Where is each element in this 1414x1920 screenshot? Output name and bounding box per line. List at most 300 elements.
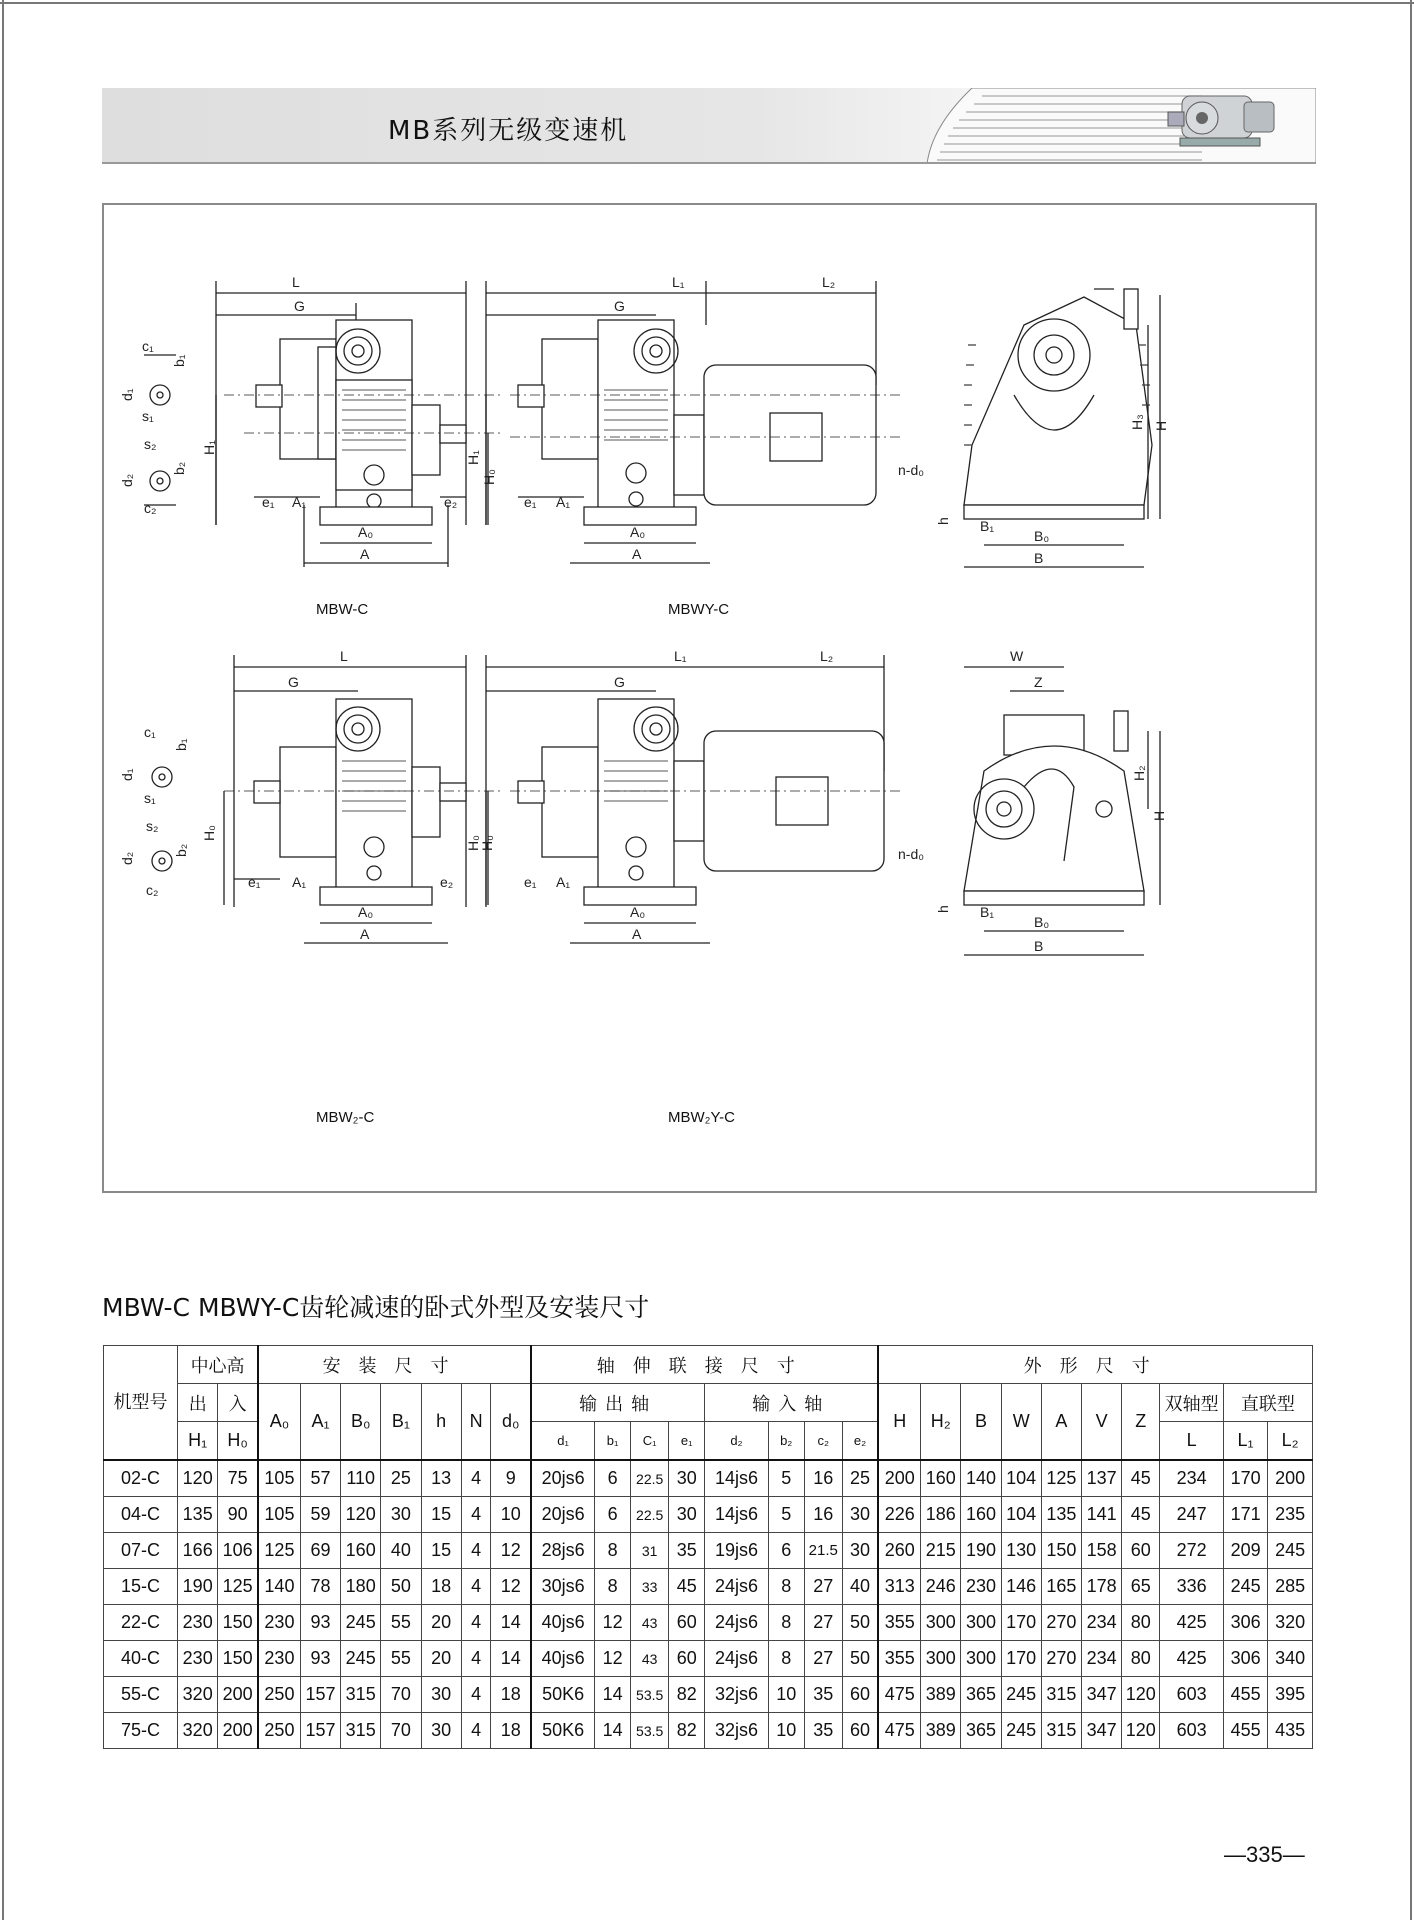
svg-text:W: W [1010,648,1024,664]
value-cell: 160 [921,1460,961,1497]
header-e1: e₁ [669,1422,705,1461]
value-cell: 13 [421,1460,461,1497]
value-cell: 20js6 [531,1497,595,1533]
header-H0: H₀ [218,1422,258,1461]
value-cell: 425 [1160,1641,1224,1677]
value-cell: 166 [178,1533,218,1569]
svg-text:e₁: e₁ [524,874,537,890]
value-cell: 8 [595,1569,631,1605]
value-cell: 120 [1122,1713,1160,1749]
value-cell: 12 [491,1533,531,1569]
value-cell: 24js6 [705,1605,769,1641]
value-cell: 8 [768,1569,804,1605]
value-cell: 190 [178,1569,218,1605]
value-cell: 200 [218,1713,258,1749]
value-cell: 306 [1223,1605,1267,1641]
svg-text:s₁: s₁ [142,408,154,424]
svg-text:B₁: B₁ [980,518,995,534]
header-double-shaft: 双轴型 [1160,1384,1224,1422]
value-cell: 245 [1001,1677,1041,1713]
svg-text:b₂: b₂ [173,843,189,857]
svg-text:A₀: A₀ [358,904,374,920]
value-cell: 141 [1082,1497,1122,1533]
value-cell: 110 [341,1460,381,1497]
svg-text:A₁: A₁ [556,494,571,510]
value-cell: 120 [178,1460,218,1497]
table-row [104,1533,1313,1569]
page-border [1410,0,1412,1920]
value-cell: 157 [300,1677,340,1713]
svg-text:L₁: L₁ [672,274,685,290]
value-cell: 140 [961,1460,1001,1497]
value-cell: 80 [1122,1605,1160,1641]
caption-mbw2-c: MBW₂-C [316,1109,375,1126]
value-cell: 4 [461,1569,491,1605]
svg-text:B₀: B₀ [1034,914,1050,930]
svg-text:A: A [632,546,642,562]
value-cell: 10 [768,1677,804,1713]
header-B: B [961,1384,1001,1461]
header-direct: 直联型 [1223,1384,1312,1422]
value-cell: 8 [595,1533,631,1569]
value-cell: 60 [669,1605,705,1641]
header-e2: e₂ [842,1422,878,1461]
value-cell: 234 [1082,1641,1122,1677]
svg-text:d₂: d₂ [119,851,135,865]
header-L1: L₁ [1223,1422,1267,1461]
value-cell: 28js6 [531,1533,595,1569]
value-cell: 395 [1268,1677,1313,1713]
value-cell: 230 [258,1605,300,1641]
value-cell: 140 [258,1569,300,1605]
value-cell: 355 [878,1605,920,1641]
value-cell: 4 [461,1605,491,1641]
value-cell: 53.5 [631,1677,669,1713]
svg-text:L₂: L₂ [822,274,836,290]
value-cell: 603 [1160,1677,1224,1713]
page-number: —335— [1224,1842,1305,1867]
value-cell: 50 [381,1569,421,1605]
motor-thumbnail [1168,96,1274,146]
model-cell: 15-C [104,1569,178,1605]
value-cell: 30 [381,1497,421,1533]
table-row [104,1641,1313,1677]
svg-text:e₁: e₁ [248,874,261,890]
svg-text:L₁: L₁ [674,648,687,664]
value-cell: 6 [595,1497,631,1533]
value-cell: 4 [461,1460,491,1497]
value-cell: 10 [491,1497,531,1533]
value-cell: 43 [631,1641,669,1677]
value-cell: 45 [1122,1497,1160,1533]
value-cell: 250 [258,1713,300,1749]
value-cell: 246 [921,1569,961,1605]
value-cell: 137 [1082,1460,1122,1497]
value-cell: 24js6 [705,1569,769,1605]
value-cell: 69 [300,1533,340,1569]
value-cell: 45 [669,1569,705,1605]
value-cell: 160 [341,1533,381,1569]
table-row [104,1713,1313,1749]
value-cell: 14 [491,1605,531,1641]
value-cell: 60 [842,1713,878,1749]
value-cell: 80 [1122,1641,1160,1677]
value-cell: 93 [300,1605,340,1641]
value-cell: 82 [669,1677,705,1713]
value-cell: 320 [178,1713,218,1749]
header-W: W [1001,1384,1041,1461]
value-cell: 15 [421,1533,461,1569]
value-cell: 315 [1041,1713,1081,1749]
value-cell: 4 [461,1713,491,1749]
value-cell: 234 [1160,1460,1224,1497]
svg-text:H₁: H₁ [201,440,217,455]
svg-text:A: A [632,926,642,942]
table-row [104,1460,1313,1497]
value-cell: 53.5 [631,1713,669,1749]
value-cell: 245 [1268,1533,1313,1569]
value-cell: 120 [341,1497,381,1533]
value-cell: 340 [1268,1641,1313,1677]
value-cell: 60 [1122,1533,1160,1569]
value-cell: 135 [1041,1497,1081,1533]
value-cell: 170 [1001,1641,1041,1677]
caption-mbw2y-c: MBW₂Y-C [668,1109,735,1126]
value-cell: 14 [595,1713,631,1749]
value-cell: 55 [381,1641,421,1677]
svg-text:H₀: H₀ [465,835,481,851]
value-cell: 104 [1001,1460,1041,1497]
value-cell: 82 [669,1713,705,1749]
svg-text:b₁: b₁ [171,354,187,367]
value-cell: 14 [491,1641,531,1677]
value-cell: 270 [1041,1641,1081,1677]
value-cell: 30js6 [531,1569,595,1605]
value-cell: 12 [491,1569,531,1605]
header-B1: B₁ [381,1384,421,1461]
value-cell: 245 [1001,1713,1041,1749]
value-cell: 347 [1082,1677,1122,1713]
value-cell: 435 [1268,1713,1313,1749]
value-cell: 35 [804,1677,842,1713]
value-cell: 104 [1001,1497,1041,1533]
value-cell: 35 [669,1533,705,1569]
value-cell: 14 [595,1677,631,1713]
model-cell: 75-C [104,1713,178,1749]
value-cell: 150 [1041,1533,1081,1569]
svg-text:s₂: s₂ [146,818,159,834]
header-V: V [1082,1384,1122,1461]
svg-text:G: G [288,674,299,690]
value-cell: 90 [218,1497,258,1533]
value-cell: 33 [631,1569,669,1605]
page-title: MB系列无级变速机 [388,116,629,146]
value-cell: 160 [961,1497,1001,1533]
drawing-side-view-1 [898,289,1169,567]
header-output-shaft: 输出轴 [531,1384,705,1422]
table-row [104,1677,1313,1713]
header-H2: H₂ [921,1384,961,1461]
caption-mbw-c: MBW-C [316,601,369,618]
svg-text:G: G [614,298,625,314]
value-cell: 50 [842,1641,878,1677]
value-cell: 20 [421,1641,461,1677]
header-d1: d₁ [531,1422,595,1461]
value-cell: 18 [421,1569,461,1605]
svg-text:A₀: A₀ [630,524,646,540]
value-cell: 455 [1223,1677,1267,1713]
svg-text:A₁: A₁ [292,494,307,510]
header-install: 安装尺寸 [258,1346,531,1384]
value-cell: 40js6 [531,1605,595,1641]
header-d0: d₀ [491,1384,531,1461]
header-N: N [461,1384,491,1461]
value-cell: 245 [341,1641,381,1677]
dimensions-table [103,1345,1313,1749]
value-cell: 230 [178,1605,218,1641]
value-cell: 215 [921,1533,961,1569]
value-cell: 27 [804,1641,842,1677]
drawing-panel [102,203,1317,1193]
value-cell: 25 [381,1460,421,1497]
svg-text:e₂: e₂ [440,874,454,890]
value-cell: 315 [1041,1677,1081,1713]
svg-text:c₁: c₁ [144,724,156,740]
value-cell: 365 [961,1713,1001,1749]
value-cell: 320 [1268,1605,1313,1641]
header-A1: A₁ [300,1384,340,1461]
value-cell: 70 [381,1713,421,1749]
value-cell: 178 [1082,1569,1122,1605]
header-B0: B₀ [341,1384,381,1461]
svg-text:e₂: e₂ [444,494,458,510]
model-cell: 22-C [104,1605,178,1641]
value-cell: 45 [1122,1460,1160,1497]
value-cell: 30 [669,1497,705,1533]
value-cell: 125 [1041,1460,1081,1497]
header-c2: c₂ [804,1422,842,1461]
svg-text:L: L [292,274,300,290]
svg-text:H₀: H₀ [201,825,217,841]
value-cell: 603 [1160,1713,1224,1749]
table-title: MBW-C MBWY-C齿轮减速的卧式外型及安装尺寸 [102,1293,650,1322]
header-H1: H₁ [178,1422,218,1461]
value-cell: 24js6 [705,1641,769,1677]
value-cell: 78 [300,1569,340,1605]
svg-text:d₂: d₂ [119,473,135,487]
value-cell: 125 [258,1533,300,1569]
value-cell: 8 [768,1641,804,1677]
model-cell: 02-C [104,1460,178,1497]
svg-text:B₀: B₀ [1034,528,1050,544]
value-cell: 6 [595,1460,631,1497]
table-row [104,1497,1313,1533]
value-cell: 40js6 [531,1641,595,1677]
value-cell: 389 [921,1713,961,1749]
value-cell: 27 [804,1605,842,1641]
svg-text:A₁: A₁ [556,874,571,890]
value-cell: 30 [421,1713,461,1749]
value-cell: 250 [258,1677,300,1713]
value-cell: 25 [842,1460,878,1497]
value-cell: 125 [218,1569,258,1605]
model-cell: 04-C [104,1497,178,1533]
svg-text:G: G [294,298,305,314]
svg-text:d₁: d₁ [119,388,135,401]
value-cell: 8 [768,1605,804,1641]
drawing-mbw-c [119,274,504,567]
value-cell: 306 [1223,1641,1267,1677]
svg-text:A: A [360,546,370,562]
model-cell: 40-C [104,1641,178,1677]
svg-text:Z: Z [1034,674,1043,690]
value-cell: 16 [804,1460,842,1497]
svg-text:H₀: H₀ [479,835,495,851]
value-cell: 70 [381,1677,421,1713]
svg-text:B: B [1034,550,1044,566]
value-cell: 230 [178,1641,218,1677]
value-cell: 475 [878,1677,920,1713]
value-cell: 5 [768,1460,804,1497]
value-cell: 14js6 [705,1460,769,1497]
value-cell: 186 [921,1497,961,1533]
value-cell: 15 [421,1497,461,1533]
value-cell: 425 [1160,1605,1224,1641]
value-cell: 20 [421,1605,461,1641]
value-cell: 50K6 [531,1713,595,1749]
value-cell: 21.5 [804,1533,842,1569]
value-cell: 30 [842,1533,878,1569]
value-cell: 355 [878,1641,920,1677]
value-cell: 455 [1223,1713,1267,1749]
value-cell: 22.5 [631,1460,669,1497]
value-cell: 146 [1001,1569,1041,1605]
value-cell: 165 [1041,1569,1081,1605]
value-cell: 65 [1122,1569,1160,1605]
header-L: L [1160,1422,1224,1461]
value-cell: 20js6 [531,1460,595,1497]
svg-text:c₁: c₁ [142,338,154,354]
svg-text:d₁: d₁ [119,768,135,781]
value-cell: 18 [491,1677,531,1713]
header-A: A [1041,1384,1081,1461]
svg-text:e₁: e₁ [262,494,275,510]
header-out: 出 [178,1384,218,1422]
value-cell: 75 [218,1460,258,1497]
svg-text:s₂: s₂ [144,436,157,452]
value-cell: 31 [631,1533,669,1569]
svg-text:b₂: b₂ [171,461,187,475]
svg-text:A₀: A₀ [630,904,646,920]
value-cell: 18 [491,1713,531,1749]
value-cell: 120 [1122,1677,1160,1713]
value-cell: 158 [1082,1533,1122,1569]
svg-text:n-d₀: n-d₀ [898,846,925,862]
header-L2: L₂ [1268,1422,1313,1461]
value-cell: 30 [669,1460,705,1497]
value-cell: 135 [178,1497,218,1533]
value-cell: 105 [258,1460,300,1497]
drawing-mbwy-c [465,274,900,563]
value-cell: 209 [1223,1533,1267,1569]
header-banner [102,88,1316,164]
value-cell: 19js6 [705,1533,769,1569]
value-cell: 4 [461,1497,491,1533]
value-cell: 30 [421,1677,461,1713]
header-b2: b₂ [768,1422,804,1461]
svg-text:A₁: A₁ [292,874,307,890]
value-cell: 105 [258,1497,300,1533]
value-cell: 272 [1160,1533,1224,1569]
header-Z: Z [1122,1384,1160,1461]
value-cell: 14js6 [705,1497,769,1533]
svg-text:A₀: A₀ [358,524,374,540]
value-cell: 9 [491,1460,531,1497]
page-border [0,2,1414,4]
value-cell: 234 [1082,1605,1122,1641]
value-cell: 200 [878,1460,920,1497]
value-cell: 6 [768,1533,804,1569]
value-cell: 157 [300,1713,340,1749]
value-cell: 12 [595,1641,631,1677]
value-cell: 57 [300,1460,340,1497]
svg-text:H₃: H₃ [1129,414,1145,430]
value-cell: 285 [1268,1569,1313,1605]
value-cell: 315 [341,1713,381,1749]
value-cell: 313 [878,1569,920,1605]
value-cell: 32js6 [705,1713,769,1749]
value-cell: 12 [595,1605,631,1641]
value-cell: 270 [1041,1605,1081,1641]
value-cell: 365 [961,1677,1001,1713]
value-cell: 226 [878,1497,920,1533]
value-cell: 50 [842,1605,878,1641]
header-outline: 外形尺寸 [878,1346,1312,1384]
header-shaft: 轴伸联接尺寸 [531,1346,878,1384]
value-cell: 35 [804,1713,842,1749]
value-cell: 16 [804,1497,842,1533]
svg-text:H₁: H₁ [465,450,481,465]
table-row [104,1569,1313,1605]
drawing-mbw2-c [119,648,504,943]
value-cell: 5 [768,1497,804,1533]
header-C1: C₁ [631,1422,669,1461]
value-cell: 320 [178,1677,218,1713]
value-cell: 170 [1001,1605,1041,1641]
value-cell: 245 [1223,1569,1267,1605]
svg-text:n-d₀: n-d₀ [898,462,925,478]
value-cell: 150 [218,1641,258,1677]
svg-text:A: A [360,926,370,942]
svg-text:L: L [340,648,348,664]
value-cell: 4 [461,1677,491,1713]
svg-text:H: H [1153,420,1169,431]
header-in: 入 [218,1384,258,1422]
value-cell: 230 [961,1569,1001,1605]
svg-text:s₁: s₁ [144,790,156,806]
value-cell: 43 [631,1605,669,1641]
value-cell: 247 [1160,1497,1224,1533]
header-input-shaft: 输入轴 [705,1384,879,1422]
value-cell: 230 [258,1641,300,1677]
value-cell: 93 [300,1641,340,1677]
value-cell: 106 [218,1533,258,1569]
table-row [104,1605,1313,1641]
header-h: h [421,1384,461,1461]
header-center-height: 中心高 [178,1346,258,1384]
value-cell: 22.5 [631,1497,669,1533]
value-cell: 60 [842,1677,878,1713]
